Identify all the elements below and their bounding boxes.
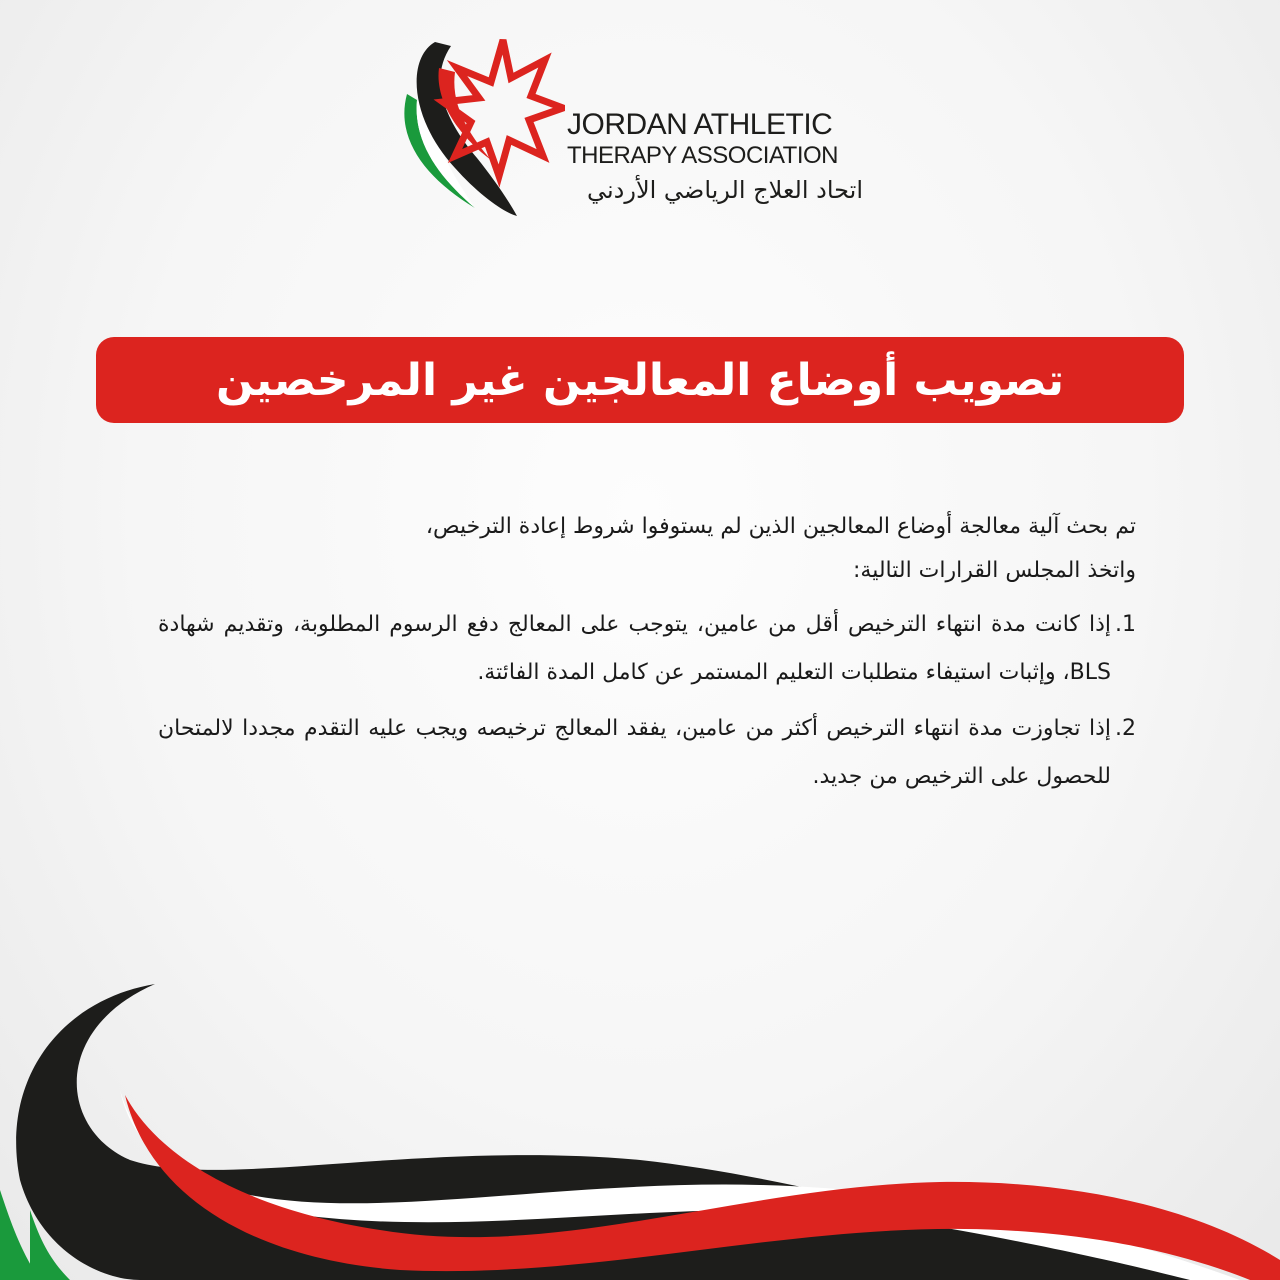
association-logo xyxy=(395,38,875,218)
page-title: تصويب أوضاع المعالجين غير المرخصين xyxy=(215,354,1065,406)
logo-text xyxy=(567,108,867,210)
logo-name-english-line2: THERAPY ASSOCIATION xyxy=(567,142,839,169)
flag-colors-swoosh-decoration xyxy=(0,960,1280,1280)
logo-name-english-line1: JORDAN ATHLETIC xyxy=(567,108,833,141)
intro-line-2: واتخذ المجلس القرارات التالية: xyxy=(852,558,1136,583)
title-banner xyxy=(96,337,1184,423)
decision-item-2 xyxy=(140,705,1136,801)
decision-item-1 xyxy=(140,601,1136,697)
intro-line-1: تم بحث آلية معالجة أوضاع المعالجين الذين لم يستوفوا شروط إعادة الترخيص، xyxy=(425,514,1136,539)
decision-text: إذا تجاوزت مدة انتهاء الترخيص أكثر من عامين، يفقد المعالج ترخيصه ويجب عليه التقدم مجددا لالمتحان للحصول على الترخيص من جديد. xyxy=(158,716,1111,789)
decision-number: 1. xyxy=(1115,612,1136,637)
decision-number: 2. xyxy=(1115,716,1136,741)
announcement-body xyxy=(140,505,1136,801)
logo-name-arabic: اتحاد العلاج الرياضي الأردني xyxy=(586,176,863,204)
intro-paragraph xyxy=(140,505,1136,593)
decision-text: إذا كانت مدة انتهاء الترخيص أقل من عامين، يتوجب على المعالج دفع الرسوم المطلوبة، وتقديم شهادة BLS، وإثبات استيفاء متطلبات التعليم المستمر عن كامل المدة الفائتة. xyxy=(158,612,1111,685)
jordan-flag-star-emblem-icon xyxy=(395,38,565,218)
